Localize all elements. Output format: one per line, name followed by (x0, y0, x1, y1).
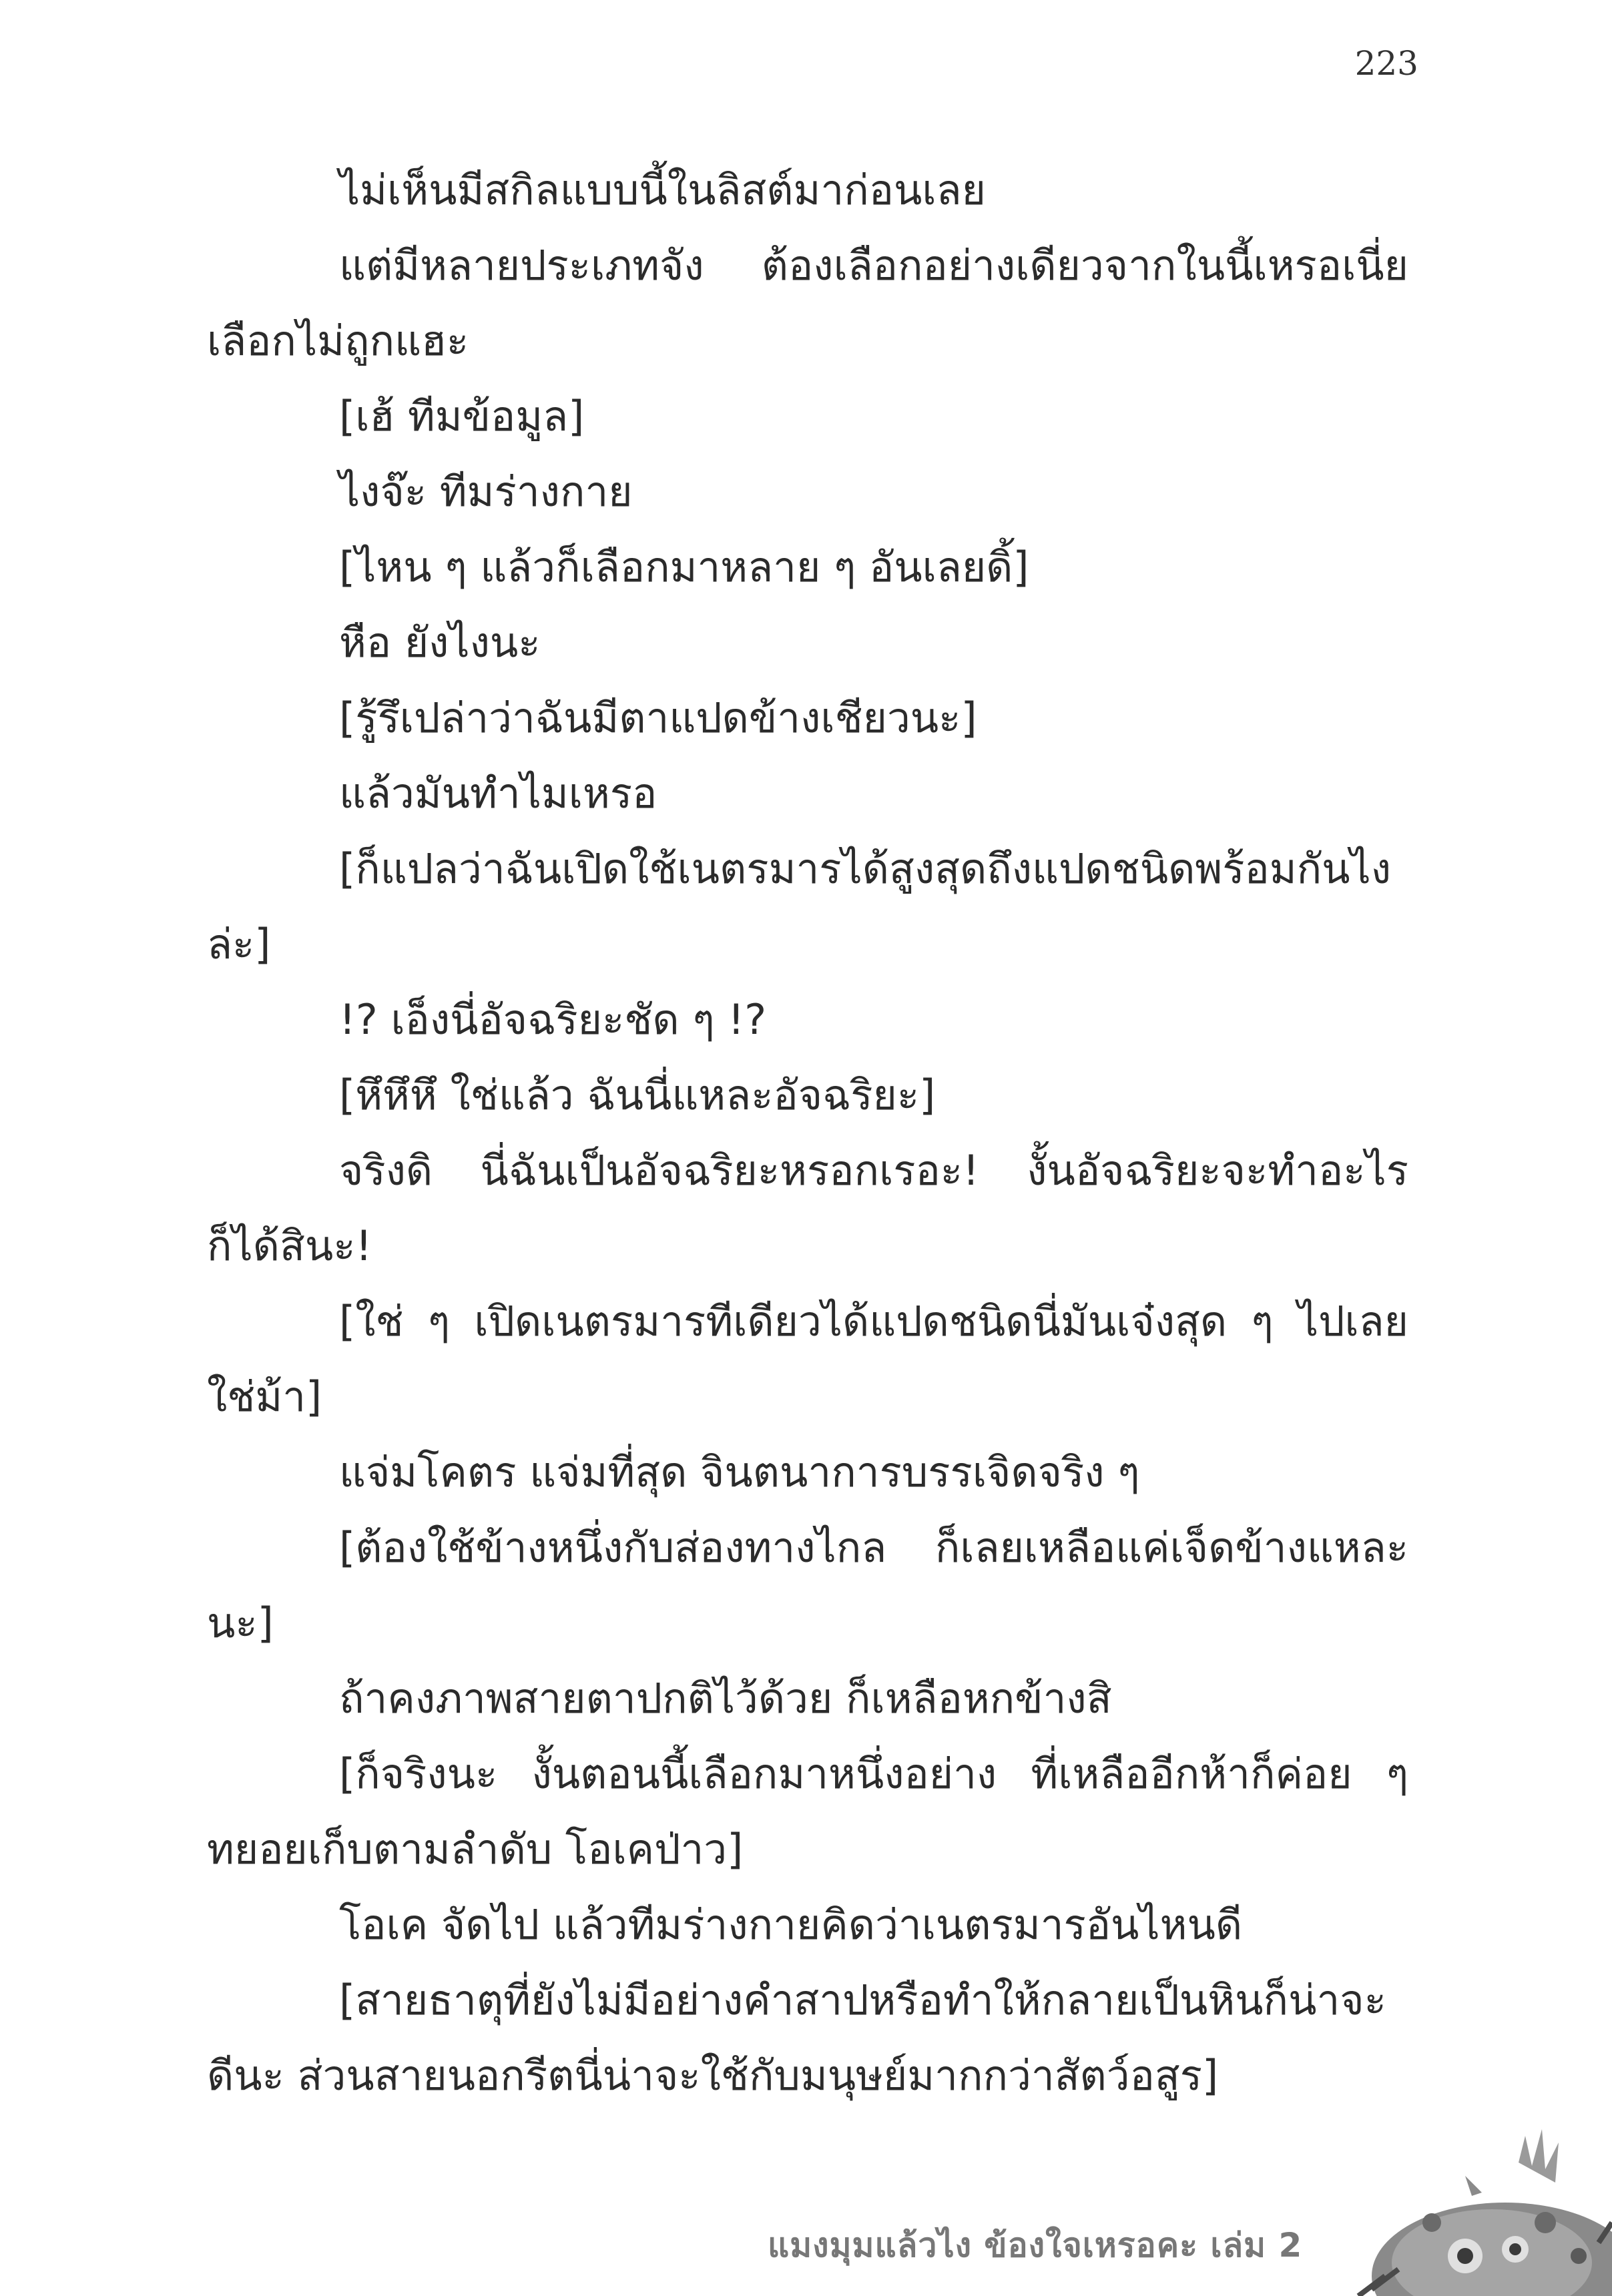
paragraph: [หึหึหึ ใช่แล้ว ฉันนี่แหละอัจฉริยะ] (339, 1071, 936, 1119)
paragraph: โอเค จัดไป แล้วทีมร่างกายคิดว่าเนตรมารอันไหนดี (339, 1900, 1243, 1949)
page-number: 223 (1354, 44, 1418, 83)
paragraph: แล้วมันทำไมเหรอ (339, 769, 657, 818)
paragraph: [รู้รึเปล่าว่าฉันมีตาแปดข้างเชียวนะ] (339, 693, 977, 742)
body-text (207, 152, 1408, 2113)
paragraph: [ก็จริงนะ งั้นตอนนี้เลือกมาหนึ่งอย่าง ที่เหลืออีกห้าก็ค่อย ๆ ทยอยเก็บตามลำดับ โอเคป่าว] (207, 1749, 1408, 1874)
paragraph: !? เอ็งนี่อัจฉริยะชัด ๆ !? (339, 995, 767, 1044)
spider-mascot-icon (1332, 2122, 1612, 2296)
paragraph: [ต้องใช้ข้างหนึ่งกับส่องทางไกล ก็เลยเหลือแค่เจ็ดข้างแหละนะ] (207, 1523, 1408, 1647)
paragraph: แจ่มโคตร แจ่มที่สุด จินตนาการบรรเจิดจริง ๆ (339, 1448, 1140, 1496)
paragraph: [ก็แปลว่าฉันเปิดใช้เนตรมารได้สูงสุดถึงแปดชนิดพร้อมกันไงล่ะ] (207, 844, 1392, 968)
paragraph: [ไหน ๆ แล้วก็เลือกมาหลาย ๆ อันเลยดิ้] (339, 543, 1029, 591)
paragraph: ไงจ๊ะ ทีมร่างกาย (339, 467, 633, 516)
footer-title: แมงมุมแล้วไง ข้องใจเหรอคะ เล่ม 2 (768, 2226, 1303, 2265)
paragraph: แต่มีหลายประเภทจัง ต้องเลือกอย่างเดียวจากในนี้เหรอเนี่ย เลือกไม่ถูกแฮะ (207, 241, 1408, 365)
paragraph: ไม่เห็นมีสกิลแบบนี้ในลิสต์มาก่อนเลย (339, 166, 986, 214)
paragraph: หือ ยังไงนะ (339, 618, 541, 667)
paragraph: จริงดิ นี่ฉันเป็นอัจฉริยะหรอกเรอะ! งั้นอัจฉริยะจะทำอะไรก็ได้สินะ! (207, 1146, 1408, 1270)
paragraph: [ใช่ ๆ เปิดเนตรมารทีเดียวได้แปดชนิดนี่มันเจ๋งสุด ๆ ไปเลยใช่ม้า] (207, 1297, 1408, 1421)
paragraph: [สายธาตุที่ยังไม่มีอย่างคำสาปหรือทำให้กลายเป็นหินก็น่าจะดีนะ ส่วนสายนอกรีตนี่น่าจะใช้กับมนุษย์มากกว่าสัตว์อสูร] (207, 1976, 1386, 2100)
paragraph: ถ้าคงภาพสายตาปกติไว้ด้วย ก็เหลือหกข้างสิ (339, 1674, 1112, 1723)
paragraph: [เฮ้ ทีมข้อมูล] (339, 392, 585, 441)
